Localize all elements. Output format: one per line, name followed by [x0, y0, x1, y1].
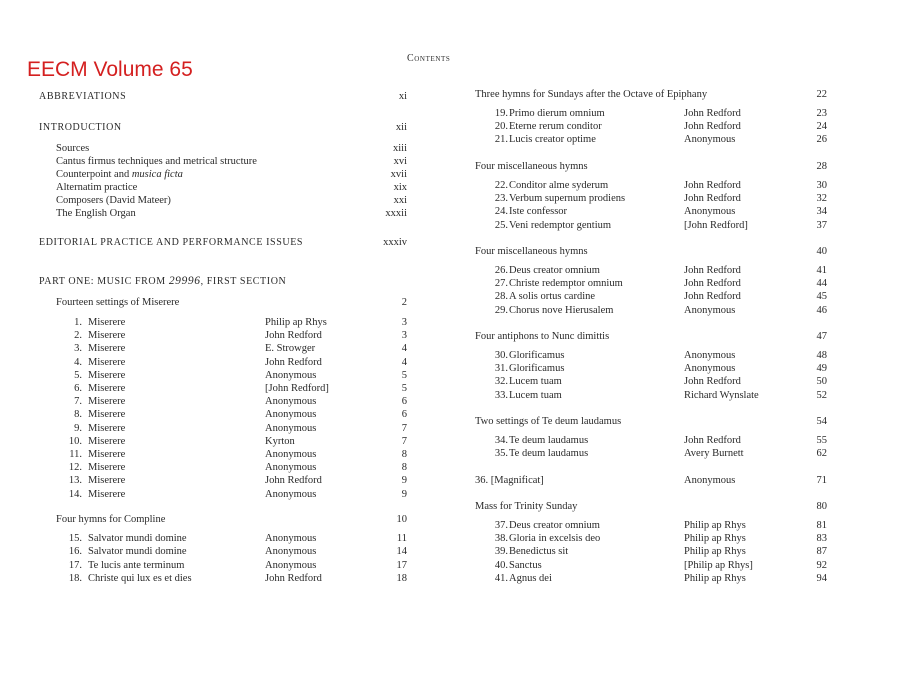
trinity-mass-entry-page: 94	[816, 572, 827, 584]
miserere-entry-composer: John Redford	[265, 330, 322, 342]
intro-item: The English Organ	[56, 208, 136, 219]
trinity-mass-entry-page: 87	[816, 546, 827, 558]
miserere-entry-page: 9	[401, 475, 407, 487]
group-nunc-dimittis: Four antiphons to Nunc dimittis	[475, 331, 610, 342]
te-deum-entry-composer: Avery Burnett	[684, 448, 744, 460]
trinity-mass-entry-number: 37.	[494, 520, 508, 531]
epiphany-entry-composer: John Redford	[684, 121, 741, 133]
te-deum-entry-title: Te deum laudamus	[509, 435, 589, 446]
intro-item-page: xix	[393, 182, 407, 193]
miserere-entry-number: 12.	[68, 462, 82, 474]
miserere-entry-title: Miserere	[88, 488, 126, 500]
intro-item-page: xxi	[393, 195, 407, 206]
miserere-entry-title: Miserere	[88, 435, 126, 447]
nunc-dimittis-entry-page: 48	[816, 350, 827, 361]
misc-hymns-1-entry-composer: [John Redford]	[684, 219, 748, 231]
misc-hymns-2-entry-number: 29.	[494, 304, 508, 316]
nunc-dimittis-entry-title: Glorificamus	[509, 363, 565, 375]
misc-hymns-2-entry-page: 46	[816, 304, 827, 316]
misc-hymns-2-entry-composer: Anonymous	[684, 304, 736, 316]
miserere-entry-number: 8.	[74, 409, 82, 421]
nunc-dimittis-entry-page: 49	[816, 363, 827, 375]
miserere-entry-title: Miserere	[88, 369, 126, 381]
miserere-entry-title: Miserere	[88, 462, 126, 474]
intro-item	[56, 169, 183, 181]
trinity-mass-entry-title: Deus creator omnium	[509, 520, 600, 531]
miserere-entry-page: 8	[401, 449, 407, 460]
group-epiphany-page: 22	[816, 89, 827, 100]
misc-hymns-2-entry-number: 28.	[494, 291, 508, 303]
miserere-entry-title: Miserere	[88, 383, 126, 394]
miserere-entry-number: 4.	[74, 356, 82, 368]
trinity-mass-entry-number: 38.	[494, 533, 508, 545]
misc-hymns-2-entry-page: 41	[816, 265, 827, 276]
compline-entry-page: 17	[396, 559, 407, 571]
miserere-entry-number: 1.	[74, 317, 82, 328]
trinity-mass-entry-title: Sanctus	[509, 559, 542, 571]
compline-entry-composer: Anonymous	[265, 559, 317, 571]
group-te-deum-page: 54	[816, 416, 827, 427]
trinity-mass-entry-composer: Philip ap Rhys	[684, 533, 746, 545]
miserere-entry-number: 7.	[74, 396, 82, 408]
miserere-entry-composer: Anonymous	[265, 488, 317, 500]
group-compline-page: 10	[396, 514, 407, 525]
section-introduction-page: xii	[395, 122, 407, 133]
misc-hymns-2-entry-number: 27.	[494, 278, 508, 290]
te-deum-entry-number: 34.	[494, 435, 508, 446]
intro-item: Cantus firmus techniques and metrical structure	[56, 156, 257, 167]
miserere-entry-title: Miserere	[88, 396, 126, 408]
misc-hymns-1-entry-page: 34	[816, 206, 827, 218]
misc-hymns-2-entry-composer: John Redford	[684, 291, 741, 303]
miserere-entry-number: 13.	[68, 475, 82, 487]
group-compline: Four hymns for Compline	[56, 514, 166, 525]
nunc-dimittis-entry-number: 32.	[494, 376, 508, 388]
misc-hymns-1-entry-title: Veni redemptor gentium	[509, 219, 612, 231]
miserere-entry-title: Miserere	[88, 475, 126, 487]
nunc-dimittis-entry-page: 50	[816, 376, 827, 388]
miserere-entry-page: 7	[401, 435, 407, 447]
misc-hymns-1-entry-page: 30	[816, 180, 827, 191]
miserere-entry-number: 14.	[68, 488, 82, 500]
epiphany-entry-page: 23	[816, 108, 827, 119]
miserere-entry-composer: Anonymous	[265, 449, 317, 460]
te-deum-entry-page: 55	[816, 435, 827, 446]
misc-hymns-2-entry-composer: John Redford	[684, 265, 741, 276]
misc-hymns-2-entry-page: 44	[816, 278, 827, 290]
intro-item-page: xxxii	[385, 208, 407, 219]
compline-entry-number: 18.	[68, 572, 82, 584]
miserere-entry-title: Miserere	[88, 449, 126, 460]
group-miserere: Fourteen settings of Miserere	[56, 297, 180, 308]
miserere-entry-composer: [John Redford]	[265, 383, 329, 394]
part-one-b: 29996	[168, 275, 201, 287]
trinity-mass-entry-title: Agnus dei	[509, 572, 552, 584]
intro-item: Alternatim practice	[56, 182, 138, 193]
trinity-mass-entry-title: Gloria in excelsis deo	[509, 533, 601, 545]
miserere-entry-composer: Philip ap Rhys	[265, 317, 327, 328]
trinity-mass-entry-page: 81	[816, 520, 827, 531]
misc-hymns-1-entry-composer: John Redford	[684, 193, 741, 205]
miserere-entry-number: 11.	[69, 449, 82, 460]
group-misc-hymns-2-page: 40	[816, 246, 827, 257]
epiphany-entry-title: Lucis creator optime	[509, 134, 596, 146]
miserere-entry-composer: John Redford	[265, 356, 322, 368]
compline-entry-title: Te lucis ante terminum	[88, 559, 185, 571]
misc-hymns-2-entry-title: A solis ortus cardine	[509, 291, 596, 303]
trinity-mass-entry-composer: Philip ap Rhys	[684, 546, 746, 558]
miserere-entry-title: Miserere	[88, 330, 126, 342]
magnificat-title: 36. [Magnificat]	[475, 475, 544, 486]
page-title: Contents	[407, 53, 451, 64]
intro-item: Composers (David Mateer)	[56, 195, 171, 206]
miserere-entry-number: 10.	[68, 435, 82, 447]
magnificat-page: 71	[816, 475, 827, 486]
misc-hymns-1-entry-title: Iste confessor	[509, 206, 568, 218]
miserere-entry-composer: Anonymous	[265, 409, 317, 421]
compline-entry-page: 11	[396, 533, 407, 544]
section-abbreviations-page: xi	[398, 91, 407, 102]
misc-hymns-2-entry-page: 45	[816, 291, 827, 303]
miserere-entry-composer: John Redford	[265, 475, 322, 487]
nunc-dimittis-entry-composer: Richard Wynslate	[684, 389, 759, 401]
misc-hymns-2-entry-title: Christe redemptor omnium	[509, 278, 623, 290]
miserere-entry-title: Miserere	[88, 343, 126, 355]
trinity-mass-entry-composer: Philip ap Rhys	[684, 520, 746, 531]
miserere-entry-page: 5	[401, 369, 407, 381]
nunc-dimittis-entry-page: 52	[816, 389, 827, 401]
trinity-mass-entry-page: 83	[816, 533, 827, 545]
part-one-c: , FIRST SECTION	[200, 276, 287, 287]
miserere-entry-composer: Anonymous	[265, 422, 317, 434]
miserere-entry-number: 5.	[74, 369, 82, 381]
group-trinity-mass: Mass for Trinity Sunday	[475, 501, 578, 512]
epiphany-entry-title: Primo dierum omnium	[509, 108, 605, 119]
misc-hymns-2-entry-composer: John Redford	[684, 278, 741, 290]
miserere-entry-page: 7	[401, 422, 407, 434]
miserere-entry-number: 6.	[74, 383, 82, 394]
group-trinity-mass-page: 80	[816, 501, 827, 512]
misc-hymns-1-entry-title: Verbum supernum prodiens	[509, 193, 626, 205]
miserere-entry-page: 4	[401, 356, 407, 368]
nunc-dimittis-entry-title: Glorificamus	[509, 350, 565, 361]
trinity-mass-entry-composer: Philip ap Rhys	[684, 572, 746, 584]
trinity-mass-entry-number: 40.	[494, 559, 508, 571]
epiphany-entry-number: 20.	[494, 121, 508, 133]
te-deum-entry-page: 62	[816, 448, 827, 460]
group-misc-hymns-2: Four miscellaneous hymns	[475, 246, 588, 257]
miserere-entry-page: 6	[401, 396, 407, 408]
miserere-entry-page: 5	[401, 383, 407, 394]
miserere-entry-composer: Anonymous	[265, 396, 317, 408]
compline-entry-number: 15.	[68, 533, 82, 544]
compline-entry-page: 14	[396, 546, 407, 558]
epiphany-entry-composer: John Redford	[684, 108, 741, 119]
misc-hymns-1-entry-page: 32	[816, 193, 827, 205]
group-te-deum: Two settings of Te deum laudamus	[475, 416, 622, 427]
miserere-entry-number: 2.	[74, 330, 82, 342]
compline-entry-composer: Anonymous	[265, 533, 317, 544]
miserere-entry-title: Miserere	[88, 317, 126, 328]
miserere-entry-page: 3	[401, 317, 407, 328]
misc-hymns-1-entry-composer: Anonymous	[684, 206, 736, 218]
compline-entry-composer: John Redford	[265, 572, 322, 584]
miserere-entry-page: 8	[401, 462, 407, 474]
compline-entry-number: 16.	[68, 546, 82, 558]
miserere-entry-composer: Anonymous	[265, 369, 317, 381]
section-editorial: EDITORIAL PRACTICE AND PERFORMANCE ISSUES	[39, 237, 304, 248]
nunc-dimittis-entry-number: 31.	[494, 363, 508, 375]
misc-hymns-1-entry-number: 22.	[494, 180, 508, 191]
nunc-dimittis-entry-composer: Anonymous	[684, 350, 736, 361]
nunc-dimittis-entry-title: Lucem tuam	[509, 389, 562, 401]
epiphany-entry-page: 26	[816, 134, 827, 146]
misc-hymns-2-entry-title: Deus creator omnium	[509, 265, 600, 276]
misc-hymns-1-entry-number: 25.	[494, 219, 508, 231]
magnificat-composer: Anonymous	[684, 475, 736, 486]
part-one-a: PART ONE: MUSIC FROM	[39, 276, 169, 287]
miserere-entry-title: Miserere	[88, 409, 126, 421]
compline-entry-number: 17.	[68, 559, 82, 571]
epiphany-entry-composer: Anonymous	[684, 134, 736, 146]
miserere-entry-page: 6	[401, 409, 407, 421]
section-editorial-page: xxxiv	[383, 237, 407, 248]
miserere-entry-title: Miserere	[88, 356, 126, 368]
epiphany-entry-number: 21.	[494, 134, 508, 146]
intro-item: Sources	[56, 143, 90, 154]
nunc-dimittis-entry-number: 30.	[494, 350, 508, 361]
trinity-mass-entry-page: 92	[816, 559, 827, 571]
group-miserere-page: 2	[401, 297, 407, 308]
epiphany-entry-title: Eterne rerum conditor	[509, 121, 602, 133]
misc-hymns-1-entry-number: 23.	[494, 193, 508, 205]
compline-entry-composer: Anonymous	[265, 546, 317, 558]
compline-entry-page: 18	[396, 572, 407, 584]
group-epiphany: Three hymns for Sundays after the Octave of Epiphany	[475, 89, 708, 100]
intro-item-text: Counterpoint and	[56, 169, 132, 180]
compline-entry-title: Christe qui lux es et dies	[88, 572, 192, 584]
misc-hymns-2-entry-number: 26.	[494, 265, 508, 276]
te-deum-entry-title: Te deum laudamus	[509, 448, 589, 460]
epiphany-entry-page: 24	[816, 121, 827, 133]
te-deum-entry-number: 35.	[494, 448, 508, 460]
volume-badge: EECM Volume 65	[27, 58, 193, 81]
trinity-mass-entry-number: 41.	[494, 572, 508, 584]
epiphany-entry-number: 19.	[494, 108, 508, 119]
miserere-entry-page: 3	[401, 330, 407, 342]
intro-item-page: xvii	[390, 169, 407, 180]
trinity-mass-entry-composer: [Philip ap Rhys]	[684, 559, 753, 571]
misc-hymns-1-entry-number: 24.	[494, 206, 508, 218]
miserere-entry-page: 9	[401, 488, 407, 500]
misc-hymns-1-entry-page: 37	[816, 219, 827, 231]
nunc-dimittis-entry-title: Lucem tuam	[509, 376, 562, 388]
section-introduction: INTRODUCTION	[39, 122, 122, 133]
miserere-entry-composer: E. Strowger	[265, 343, 316, 355]
compline-entry-title: Salvator mundi domine	[88, 533, 187, 544]
intro-item-italic: musica ficta	[131, 169, 183, 180]
miserere-entry-composer: Anonymous	[265, 462, 317, 474]
compline-entry-title: Salvator mundi domine	[88, 546, 187, 558]
intro-item-page: xvi	[393, 156, 407, 167]
intro-item-page: xiii	[392, 143, 407, 154]
trinity-mass-entry-number: 39.	[494, 546, 508, 558]
trinity-mass-entry-title: Benedictus sit	[509, 546, 569, 558]
nunc-dimittis-entry-number: 33.	[494, 389, 508, 401]
misc-hymns-1-entry-composer: John Redford	[684, 180, 741, 191]
group-nunc-dimittis-page: 47	[816, 331, 827, 342]
nunc-dimittis-entry-composer: John Redford	[684, 376, 741, 388]
miserere-entry-composer: Kyrton	[265, 435, 295, 447]
miserere-entry-title: Miserere	[88, 422, 126, 434]
part-one-heading	[39, 275, 286, 288]
miserere-entry-number: 3.	[74, 343, 82, 355]
section-abbreviations: ABBREVIATIONS	[39, 91, 127, 102]
misc-hymns-1-entry-title: Conditor alme syderum	[509, 180, 609, 191]
group-misc-hymns-1: Four miscellaneous hymns	[475, 161, 588, 172]
group-misc-hymns-1-page: 28	[816, 161, 827, 172]
nunc-dimittis-entry-composer: Anonymous	[684, 363, 736, 375]
miserere-entry-page: 4	[401, 343, 407, 355]
misc-hymns-2-entry-title: Chorus nove Hierusalem	[509, 304, 614, 316]
te-deum-entry-composer: John Redford	[684, 435, 741, 446]
miserere-entry-number: 9.	[74, 422, 82, 434]
